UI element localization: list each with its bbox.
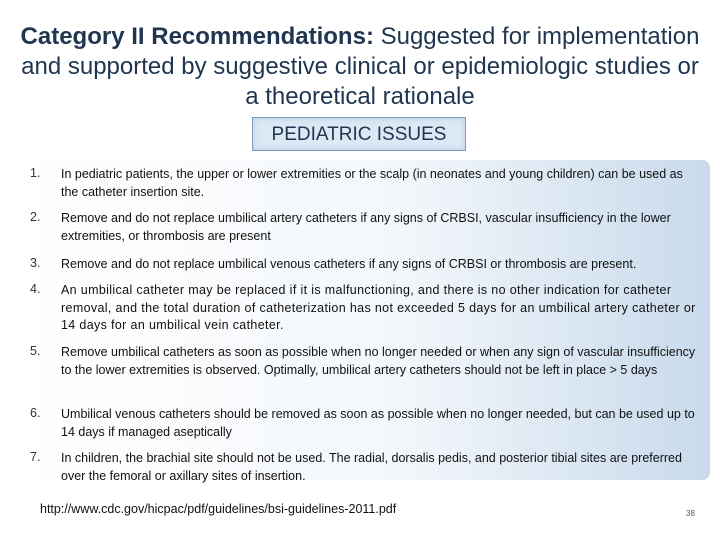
item-number: 5. [30, 344, 41, 358]
item-number: 1. [30, 166, 41, 180]
slide-title-bold: Category II Recommendations: [20, 23, 374, 50]
item-text: Remove and do not replace umbilical venous catheters if any signs of CRBSI or thrombosis are present. [61, 257, 637, 271]
item-text: An umbilical catheter may be replaced if it is malfunctioning, and there is no other indication for catheter removal, and the total duration of catheterization has not exceeded 5 days for an umbilical artery catheter or 14 days for an umbilical vein catheter. [61, 283, 696, 332]
page-number: 38 [686, 509, 695, 518]
item-number: 4. [30, 282, 41, 296]
item-number: 7. [30, 450, 41, 464]
source-link[interactable]: http://www.cdc.gov/hicpac/pdf/guidelines/bsi-guidelines-2011.pdf [40, 502, 397, 516]
item-number: 2. [30, 210, 41, 224]
slide-title-rest: Suggested for implementation and supported by suggestive clinical or epidemiologic studies or a theoretical rationale [21, 23, 700, 110]
section-badge: PEDIATRIC ISSUES [252, 117, 466, 151]
item-number: 3. [30, 256, 41, 270]
item-text: In children, the brachial site should not be used. The radial, dorsalis pedis, and posterior tibial sites are preferred over the femoral or axillary sites of insertion. [61, 451, 682, 483]
slide-title [20, 22, 700, 112]
item-number: 6. [30, 406, 41, 420]
item-text: In pediatric patients, the upper or lower extremities or the scalp (in neonates and young children) can be used as the catheter insertion site. [61, 167, 683, 199]
item-text: Remove and do not replace umbilical artery catheters if any signs of CRBSI, vascular insufficiency in the lower extremities, or thrombosis are present [61, 211, 671, 243]
item-text: Remove umbilical catheters as soon as possible when no longer needed or when any sign of vascular insufficiency to the lower extremities is observed. Optimally, umbilical artery catheters should not be left in place > 5 days [61, 345, 696, 377]
item-text: Umbilical venous catheters should be removed as soon as possible when no longer needed, but can be used up to 14 days if managed aseptically [61, 407, 695, 439]
